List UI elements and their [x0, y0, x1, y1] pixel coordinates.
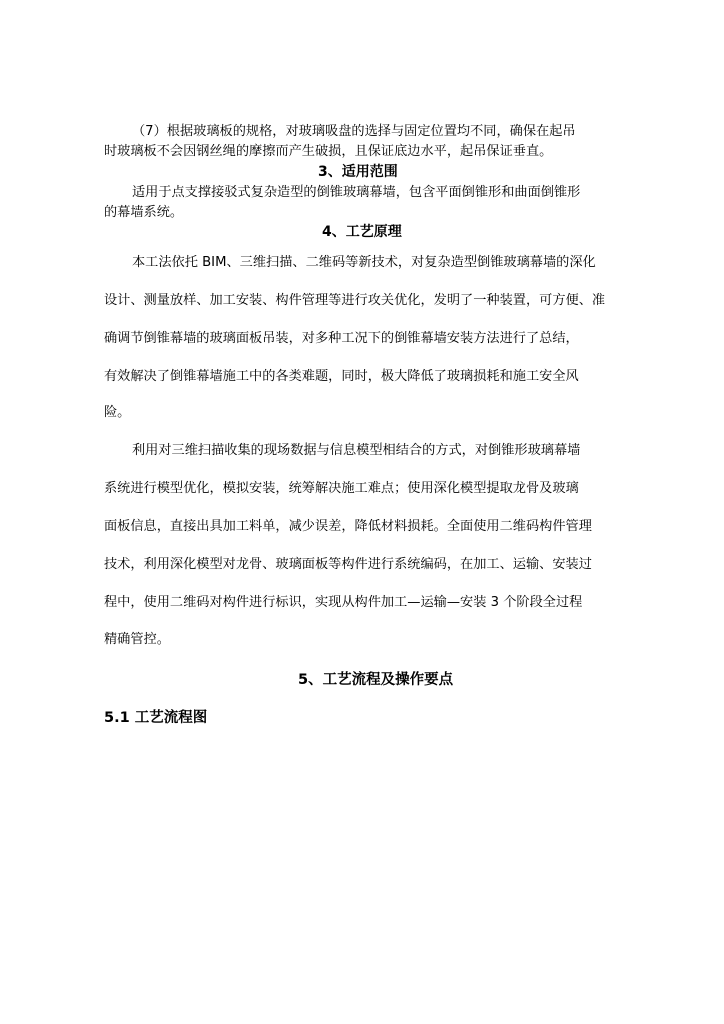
section-4-p2-line-5: 程中，使用二维码对构件进行标识，实现从构件加工—运输—安装 3 个阶段全过程 — [104, 595, 583, 610]
section-5-heading: 5、工艺流程及操作要点 — [298, 672, 454, 688]
section-3-heading: 3、适用范围 — [318, 164, 398, 180]
section-4-p1-line-3: 确调节倒锥幕墙的玻璃面板吊装，对多种工况下的倒锥幕墙安装方法进行了总结， — [104, 331, 579, 346]
section-3-line-2: 的幕墙系统。 — [104, 205, 184, 220]
section-4-p2-line-6: 精确管控。 — [104, 632, 170, 647]
section-4-p1-line-4: 有效解决了倒锥幕墙施工中的各类难题，同时，极大降低了玻璃损耗和施工安全风 — [104, 369, 579, 384]
section-4-p2-line-1: 利用对三维扫描收集的现场数据与信息模型相结合的方式，对倒锥形玻璃幕墙 — [132, 443, 581, 458]
section-4-p1-line-5: 险。 — [104, 405, 131, 420]
section-4-p1-line-1: 本工法依托 BIM、三维扫描、二维码等新技术，对复杂造型倒锥玻璃幕墙的深化 — [132, 255, 596, 270]
item-7-line-2: 时玻璃板不会因钢丝绳的摩擦而产生破损，且保证底边水平，起吊保证垂直。 — [104, 144, 553, 159]
section-4-p2-line-4: 技术，利用深化模型对龙骨、玻璃面板等构件进行系统编码，在加工、运输、安装过 — [104, 557, 592, 572]
section-3-line-1: 适用于点支撑接驳式复杂造型的倒锥玻璃幕墙，包含平面倒锥形和曲面倒锥形 — [132, 185, 581, 200]
section-4-p2-line-2: 系统进行模型优化，模拟安装，统筹解决施工难点；使用深化模型提取龙骨及玻璃 — [104, 481, 579, 496]
section-4-p1-line-2: 设计、测量放样、加工安装、构件管理等进行攻关优化，发明了一种装置，可方便、准 — [104, 293, 606, 308]
section-4-p2-line-3: 面板信息，直接出具加工料单，减少误差，降低材料损耗。全面使用二维码构件管理 — [104, 519, 592, 534]
section-5-1-subheading: 5.1 工艺流程图 — [104, 710, 208, 726]
item-7-line-1: （7）根据玻璃板的规格，对玻璃吸盘的选择与固定位置均不同，确保在起吊 — [132, 124, 576, 139]
section-4-heading: 4、工艺原理 — [322, 224, 402, 240]
